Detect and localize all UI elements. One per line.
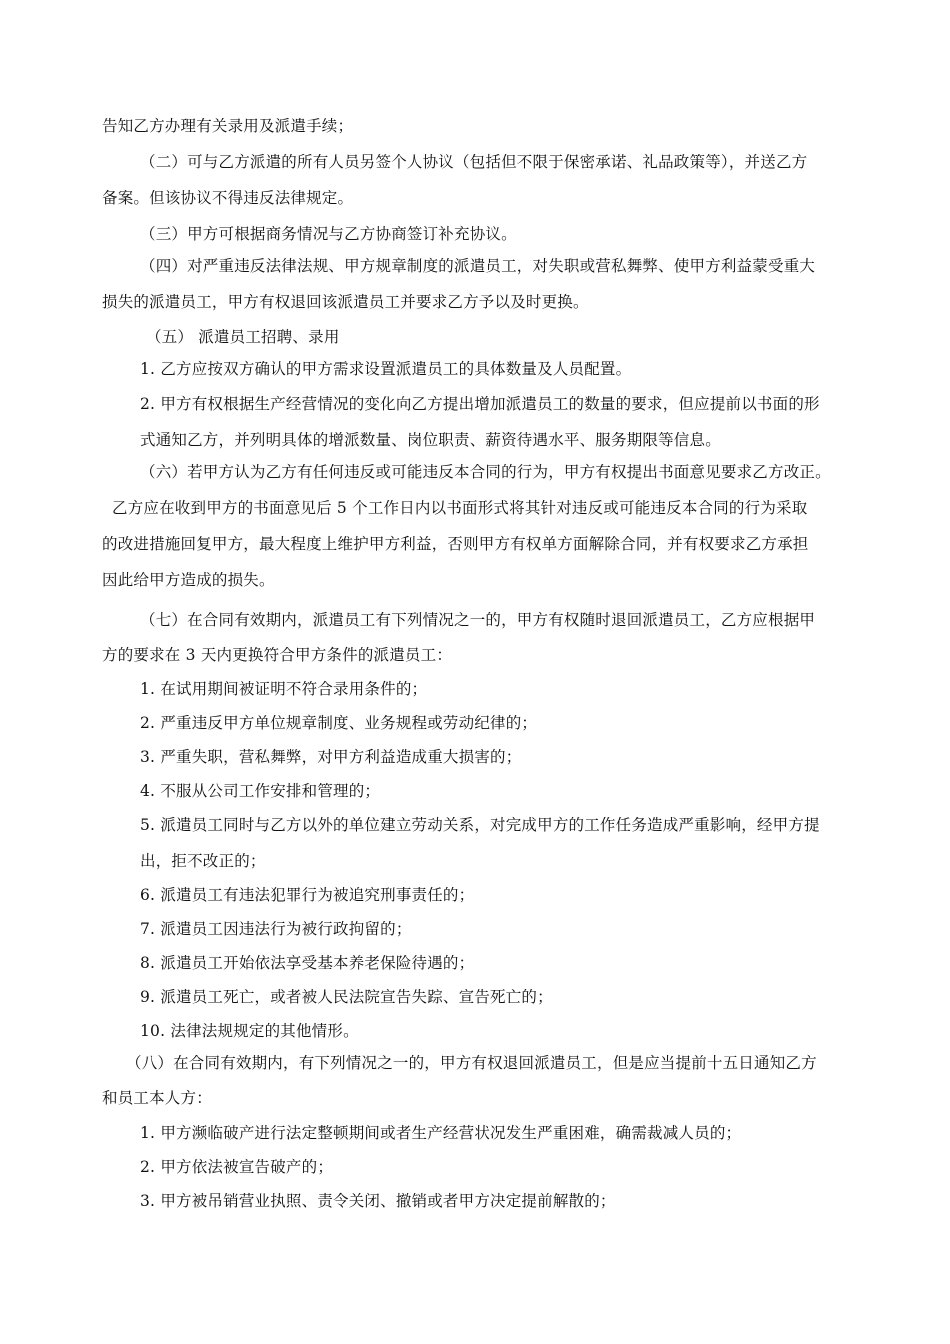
text-line: （四）对严重违反法律法规、甲方规章制度的派遣员工，对失职或营私舞弊、使甲方利益蒙受重大	[140, 257, 816, 275]
text-line: （七）在合同有效期内，派遣员工有下列情况之一的，甲方有权随时退回派遣员工，乙方应根据甲	[140, 611, 816, 629]
text-line: （八）在合同有效期内，有下列情况之一的，甲方有权退回派遣员工，但是应当提前十五日通知乙方	[126, 1054, 817, 1072]
text-line: 方的要求在 3 天内更换符合甲方条件的派遣员工：	[102, 646, 453, 664]
text-line: （五） 派遣员工招聘、录用	[146, 328, 340, 346]
text-line: 5. 派遣员工同时与乙方以外的单位建立劳动关系，对完成甲方的工作任务造成严重影响，经甲方提	[140, 816, 820, 834]
text-line: 备案。但该协议不得违反法律规定。	[102, 189, 354, 207]
text-line: 和员工本人方：	[102, 1089, 212, 1107]
text-line: 因此给甲方造成的损失。	[102, 571, 275, 589]
text-line: 2. 严重违反甲方单位规章制度、业务规程或劳动纪律的；	[140, 714, 538, 732]
text-line: 乙方应在收到甲方的书面意见后 5 个工作日内以书面形式将其针对违反或可能违反本合同的行为采取	[112, 499, 808, 517]
text-line: 3. 严重失职，营私舞弊，对甲方利益造成重大损害的；	[140, 748, 522, 766]
text-line: 出，拒不改正的；	[140, 852, 266, 870]
text-line: 1. 在试用期间被证明不符合录用条件的；	[140, 680, 428, 698]
text-line: 9. 派遣员工死亡，或者被人民法院宣告失踪、宣告死亡的；	[140, 988, 553, 1006]
text-line: 8. 派遣员工开始依法享受基本养老保险待遇的；	[140, 954, 475, 972]
text-line: （三）甲方可根据商务情况与乙方协商签订补充协议。	[140, 225, 517, 243]
text-line: 4. 不服从公司工作安排和管理的；	[140, 782, 381, 800]
text-line: 损失的派遣员工，甲方有权退回该派遣员工并要求乙方予以及时更换。	[102, 293, 589, 311]
text-line: 6. 派遣员工有违法犯罪行为被追究刑事责任的；	[140, 886, 475, 904]
text-line: 的改进措施回复甲方，最大程度上维护甲方利益，否则甲方有权单方面解除合同，并有权要求乙方承担	[102, 535, 809, 553]
text-line: 告知乙方办理有关录用及派遣手续；	[102, 117, 354, 135]
text-line: 2. 甲方依法被宣告破产的；	[140, 1158, 334, 1176]
text-line: （二）可与乙方派遣的所有人员另签个人协议（包括但不限于保密承诺、礼品政策等），并送乙方	[140, 153, 808, 171]
text-line: 10. 法律法规规定的其他情形。	[140, 1022, 359, 1040]
text-line: （六）若甲方认为乙方有任何违反或可能违反本合同的行为，甲方有权提出书面意见要求乙方改正。	[140, 463, 831, 481]
text-line: 3. 甲方被吊销营业执照、责令关闭、撤销或者甲方决定提前解散的；	[140, 1192, 616, 1210]
text-line: 2. 甲方有权根据生产经营情况的变化向乙方提出增加派遣员工的数量的要求，但应提前以书面的形	[140, 395, 820, 413]
text-line: 式通知乙方，并列明具体的增派数量、岗位职责、薪资待遇水平、服务期限等信息。	[140, 431, 721, 449]
text-line: 7. 派遣员工因违法行为被行政拘留的；	[140, 920, 412, 938]
text-line: 1. 乙方应按双方确认的甲方需求设置派遣员工的具体数量及人员配置。	[140, 360, 632, 378]
text-line: 1. 甲方濒临破产进行法定整顿期间或者生产经营状况发生严重困难，确需裁减人员的；	[140, 1124, 742, 1142]
